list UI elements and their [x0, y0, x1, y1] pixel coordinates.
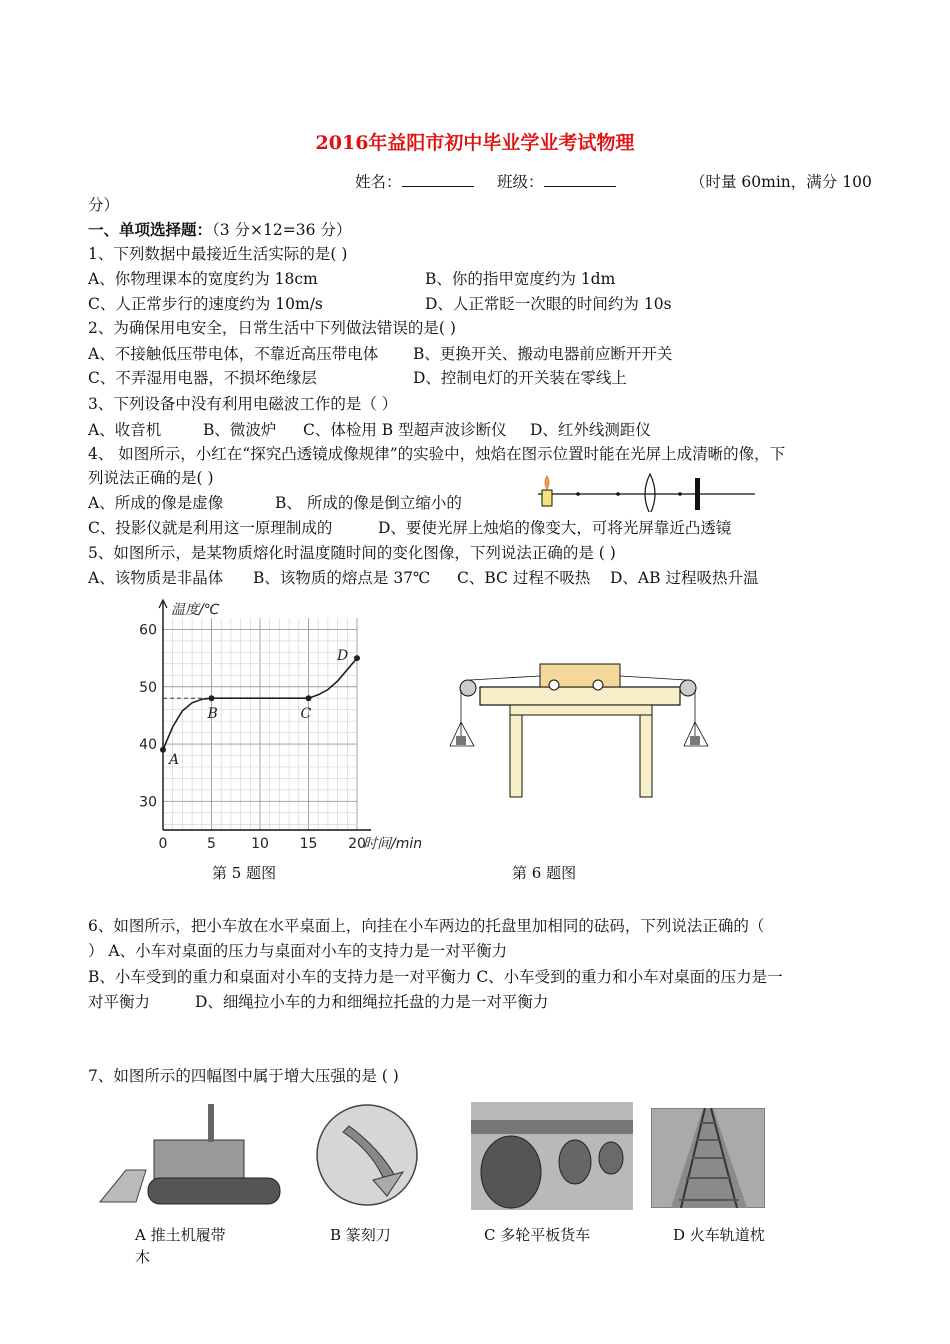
q1-option-c: C、人正常步行的速度约为 10m/s — [88, 295, 323, 313]
y-tick-label: 60 — [139, 622, 157, 639]
q1-option-b: B、你的指甲宽度约为 1dm — [425, 270, 616, 288]
tire — [481, 1136, 541, 1208]
railway-sleeper-image — [651, 1108, 765, 1208]
x-axis-label: 时间/min — [363, 836, 423, 852]
q3-option-b: B、微波炉 — [203, 421, 277, 439]
q6-line2: ） A、小车对桌面的压力与桌面对小车的支持力是一对平衡力 — [88, 942, 508, 960]
q1-option-a: A、你物理课本的宽度约为 18cm — [88, 270, 318, 288]
q7-caption-c: C 多轮平板货车 — [484, 1226, 591, 1244]
time-info: （时量 60min，满分 100 — [690, 173, 872, 191]
section-score: （3 分×12=36 分） — [212, 221, 352, 239]
y-tick-label: 40 — [139, 737, 157, 754]
exhaust — [208, 1104, 214, 1142]
q7-stem: 7、如图所示的四幅图中属于增大压强的是 ( ) — [88, 1067, 399, 1085]
melting-curve-chart — [125, 598, 455, 860]
q4-option-d: D、要使光屏上烛焰的像变大，可将光屏靠近凸透镜 — [378, 519, 732, 537]
q3-stem: 3、下列设备中没有利用电磁波工作的是（ ） — [88, 395, 398, 413]
chart-grid — [163, 618, 357, 830]
q2-option-d: D、控制电灯的开关装在零线上 — [413, 369, 627, 387]
tire — [559, 1140, 591, 1184]
point-label-b: B — [207, 706, 218, 723]
q5-option-c: C、BC 过程不吸热 — [457, 569, 591, 587]
q4-stem-line2: 列说法正确的是( ) — [88, 469, 214, 487]
bench-mark — [616, 492, 620, 496]
carving-knife-image — [313, 1102, 421, 1208]
q6-line3: B、小车受到的重力和桌面对小车的支持力是一对平衡力 C、小车受到的重力和小车对桌面的压力是一 — [88, 968, 783, 986]
q1-stem: 1、下列数据中最接近生活实际的是( ) — [88, 245, 348, 263]
q2-option-c: C、不弄湿用电器，不损坏绝缘层 — [88, 369, 317, 387]
tire — [599, 1142, 623, 1174]
point-c — [306, 695, 312, 701]
point-label-a: A — [169, 751, 180, 768]
q7-caption-a: A 推土机履带 — [135, 1226, 226, 1244]
cart-wheel — [549, 680, 559, 690]
x-tick-label: 15 — [299, 836, 318, 852]
weight-right — [690, 736, 700, 745]
q5-option-b: B、该物质的熔点是 37℃ — [253, 569, 431, 587]
cart-on-table-figure — [448, 652, 718, 804]
table-leg-left — [510, 715, 522, 797]
candle — [542, 490, 552, 506]
time-info-cont: 分） — [88, 196, 120, 214]
q2-stem: 2、为确保用电安全，日常生活中下列做法错误的是( ) — [88, 319, 456, 337]
track — [148, 1178, 280, 1204]
fig5-caption: 第 5 题图 — [212, 864, 277, 882]
q7-caption-b: B 篆刻刀 — [330, 1226, 391, 1244]
pulley-left — [460, 680, 476, 696]
x-tick-label: 0 — [158, 836, 168, 852]
screen — [695, 478, 700, 510]
convex-lens — [645, 474, 655, 512]
q4-stem-line1: 4、 如图所示，小红在“探究凸透镜成像规律”的实验中，烛焰在图示位置时能在光屏上成清晰的像，下 — [88, 445, 786, 463]
class-blank — [544, 172, 616, 187]
string-left — [470, 676, 540, 680]
name-field — [355, 170, 474, 192]
name-label: 姓名： — [355, 173, 402, 191]
weight-left — [456, 736, 466, 745]
x-tick-label: 20 — [348, 836, 366, 852]
string-right — [620, 676, 686, 680]
x-tick-label: 10 — [251, 836, 269, 852]
bench-mark — [678, 492, 682, 496]
table-leg-right — [640, 715, 652, 797]
x-tick-label: 5 — [207, 836, 216, 852]
point-label-c: C — [300, 706, 312, 723]
y-axis-label: 温度/℃ — [171, 602, 220, 618]
q5-option-d: D、AB 过程吸热升温 — [610, 569, 759, 587]
page-title: 2016年益阳市初中毕业学业考试物理 — [315, 132, 635, 154]
pulley-right — [680, 680, 696, 696]
q7-caption-d: D 火车轨道枕 — [673, 1226, 765, 1244]
q4-option-c: C、投影仪就是利用这一原理制成的 — [88, 519, 333, 537]
q3-option-c: C、体检用 B 型超声波诊断仪 — [303, 421, 507, 439]
flame-icon — [545, 476, 549, 489]
q6-line1: 6、如图所示，把小车放在水平桌面上，向挂在小车两边的托盘里加相同的砝码，下列说法正确的（ — [88, 917, 765, 935]
optical-bench-figure — [530, 472, 760, 512]
q3-option-a: A、收音机 — [88, 421, 162, 439]
q2-option-b: B、更换开关、搬动电器前应断开开关 — [413, 345, 673, 363]
point-d — [354, 655, 360, 661]
table-apron — [510, 705, 652, 715]
q7-caption-a-cont: 木 — [135, 1248, 151, 1266]
q3-option-d: D、红外线测距仪 — [530, 421, 651, 439]
bulldozer-image — [96, 1092, 288, 1210]
cart-wheel — [593, 680, 603, 690]
bench-mark — [576, 492, 580, 496]
q4-option-a: A、所成的像是虚像 — [88, 494, 224, 512]
point-label-d: D — [337, 648, 349, 665]
body — [154, 1140, 244, 1180]
multi-wheel-truck-image — [471, 1102, 633, 1210]
chart-ticks — [139, 622, 366, 852]
section-label: 一、单项选择题： — [88, 220, 213, 239]
section-title — [88, 218, 351, 240]
y-tick-label: 30 — [139, 794, 157, 811]
q2-option-a: A、不接触低压带电体，不靠近高压带电体 — [88, 345, 379, 363]
q6-line4b: D、细绳拉小车的力和细绳拉托盘的力是一对平衡力 — [195, 993, 549, 1011]
fig6-caption: 第 6 题图 — [512, 864, 577, 882]
q4-option-b: B、 所成的像是倒立缩小的 — [275, 494, 462, 512]
point-b — [209, 695, 215, 701]
table-top — [480, 687, 680, 705]
chart-axes — [159, 600, 371, 830]
q6-line4a: 对平衡力 — [88, 993, 151, 1011]
name-blank — [402, 172, 474, 187]
q5-stem: 5、如图所示，是某物质熔化时温度随时间的变化图像，下列说法正确的是 ( ) — [88, 544, 616, 562]
point-a — [160, 747, 166, 753]
y-tick-label: 50 — [139, 679, 157, 696]
q5-option-a: A、该物质是非晶体 — [88, 569, 224, 587]
class-label: 班级： — [497, 173, 544, 191]
class-field — [497, 170, 616, 192]
q1-option-d: D、人正常眨一次眼的时间约为 10s — [425, 295, 672, 313]
